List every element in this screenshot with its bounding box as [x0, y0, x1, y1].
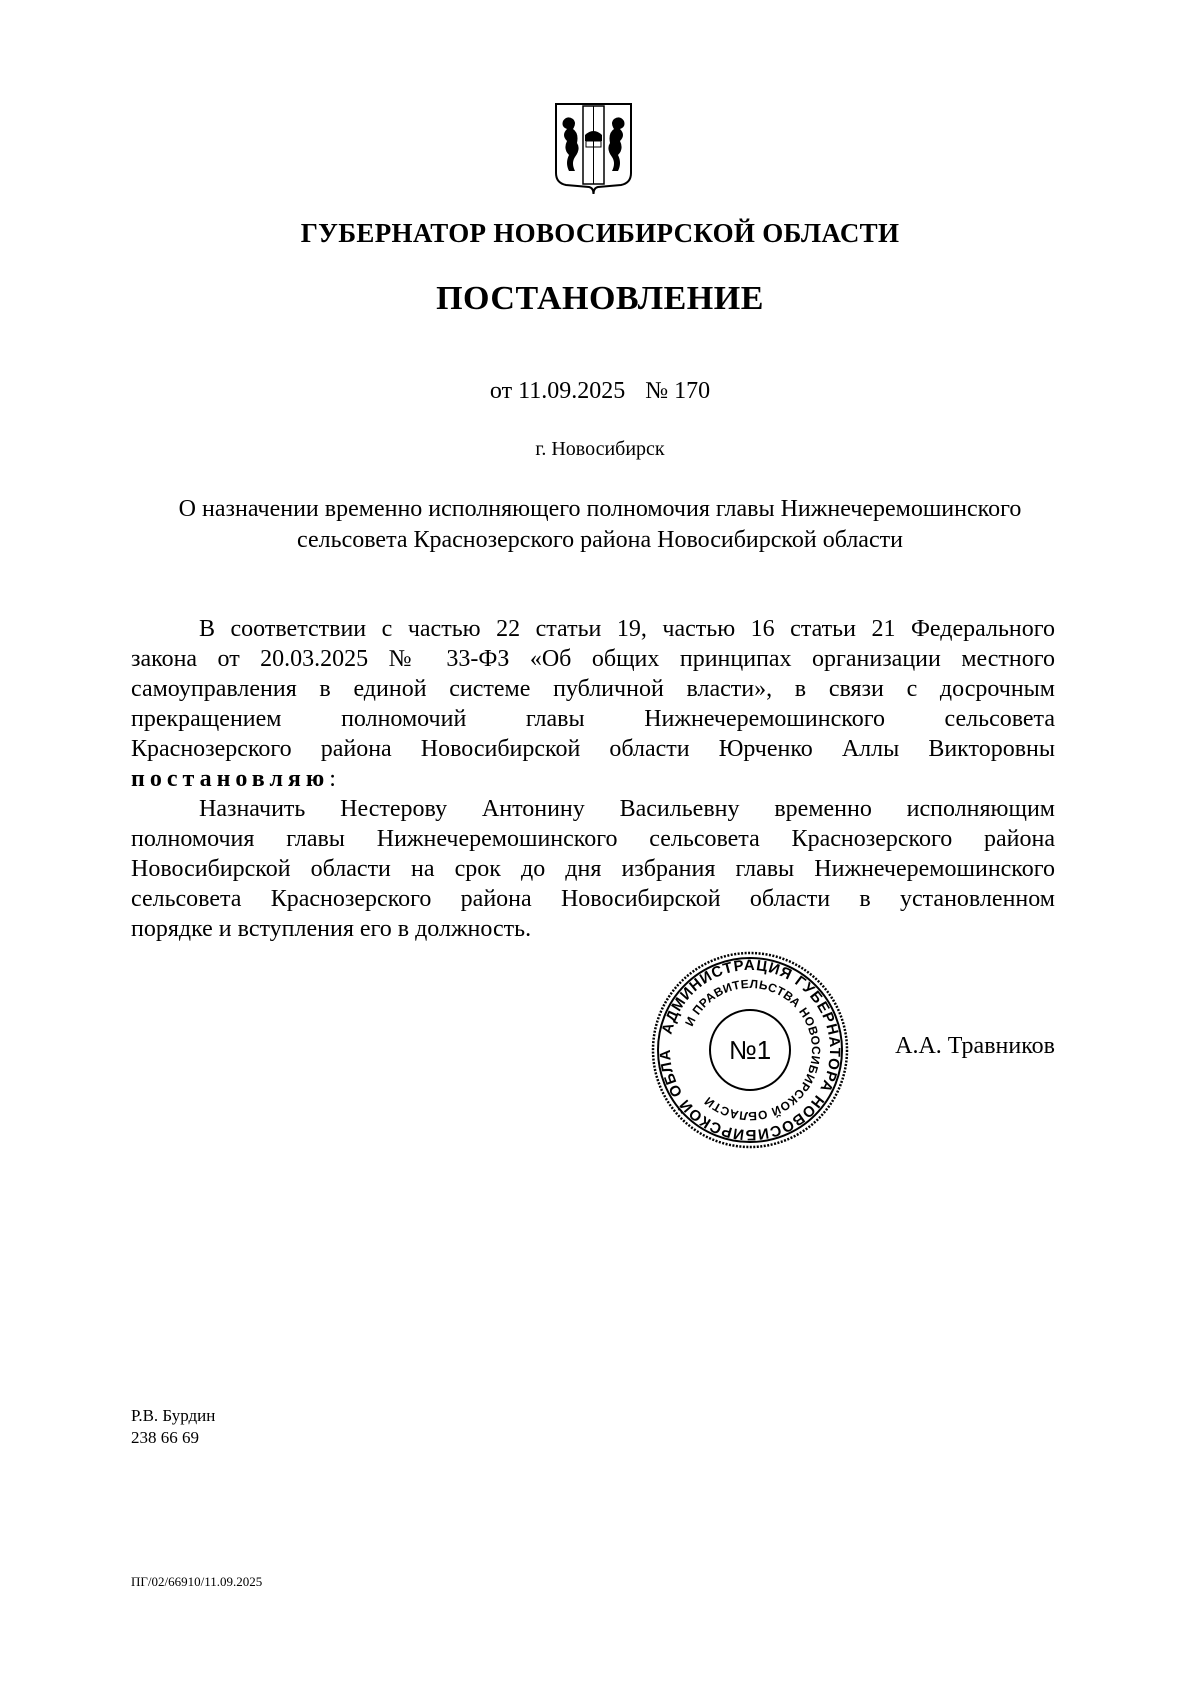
paragraph-line: В соответствии с частью 22 статьи 19, частью 16 статьи 21 Федерального [199, 616, 1055, 642]
paragraph-line: самоуправления в единой системе публичной власти», в связи с досрочным [131, 676, 1055, 702]
document-number: 170 [674, 378, 711, 404]
date-prefix: от [489, 378, 513, 404]
subject-line: О назначении временно исполняющего полномочия главы Нижнечеремошинского [178, 496, 1022, 522]
city-line: г. Новосибирск [535, 438, 665, 460]
signer-name: А.А. Травников [895, 1033, 1055, 1059]
document-subject [0, 494, 1200, 556]
decision-paragraph [131, 794, 1055, 944]
resolve-colon: : [329, 766, 336, 792]
date-number-line [0, 378, 1200, 405]
document-type-title: ПОСТАНОВЛЕНИЕ [436, 280, 764, 317]
preamble-paragraph [131, 614, 1055, 794]
executor-phone: 238 66 69 [131, 1428, 199, 1447]
resolve-word: постановляю [131, 766, 330, 792]
coat-of-arms-icon [553, 101, 634, 196]
paragraph-line: Назначить Нестерову Антонину Васильевну временно исполняющим [199, 796, 1055, 822]
paragraph-line: Новосибирской области на срок до дня избрания главы Нижнечеремошинского [131, 856, 1055, 882]
seal-outer-text: АДМИНИСТРАЦИЯ ГУБЕРНАТОРА НОВОСИБИРСКОЙ ОБЛА [656, 956, 844, 1144]
paragraph-line: Краснозерского района Новосибирской области Юрченко Аллы Викторовны [131, 736, 1055, 762]
paragraph-line: закона от 20.03.2025 № 33-ФЗ «Об общих принципах организации местного [131, 646, 1055, 672]
resolve-line [131, 764, 1055, 794]
seal-inner-text: И ПРАВИТЕЛЬСТВА НОВОСИБИРСКОЙ ОБЛАСТИ [682, 976, 824, 1124]
paragraph-line: порядке и вступления его в должность. [131, 916, 532, 942]
seal-center-number: №1 [728, 1035, 772, 1065]
number-sign: № [645, 378, 669, 404]
executor-name: Р.В. Бурдин [131, 1406, 216, 1425]
paragraph-line: сельсовета Краснозерского района Новосибирской области в установленном [131, 886, 1055, 912]
paragraph-line: прекращением полномочий главы Нижнечеремошинского сельсовета [131, 706, 1055, 732]
paragraph-line: полномочия главы Нижнечеремошинского сельсовета Краснозерского района [131, 826, 1055, 852]
official-seal [650, 950, 850, 1150]
document-date: 11.09.2025 [518, 378, 626, 404]
subject-line: сельсовета Краснозерского района Новосибирской области [297, 527, 903, 553]
document-registration-code: ПГ/02/66910/11.09.2025 [131, 1574, 263, 1589]
issuing-authority: ГУБЕРНАТОР НОВОСИБИРСКОЙ ОБЛАСТИ [300, 218, 900, 248]
